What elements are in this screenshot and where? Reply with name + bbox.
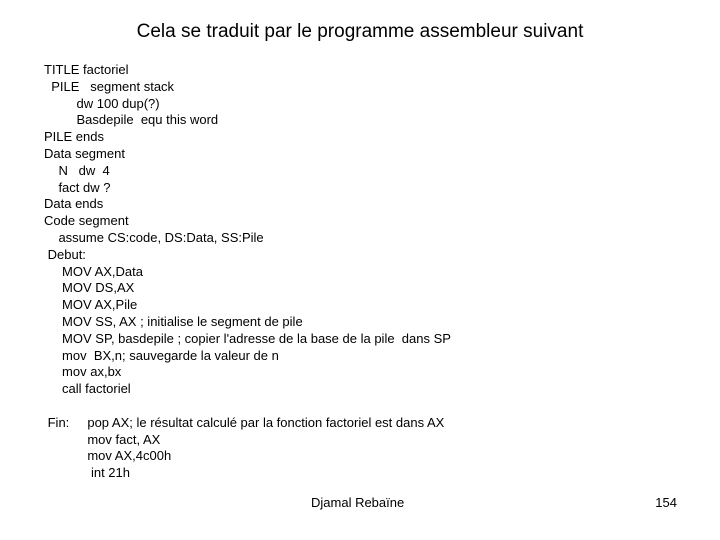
code-line: fact dw ? bbox=[44, 179, 111, 195]
code-line: TITLE factoriel bbox=[44, 62, 129, 77]
code-line: PILE segment stack bbox=[44, 78, 175, 94]
code-line: Data segment bbox=[44, 145, 125, 161]
code-line: mov ax,bx bbox=[44, 364, 122, 380]
code-line: MOV SP, basdepile ; copier l'adresse de la base de la pile dans SP bbox=[44, 330, 451, 346]
code-line: MOV DS,AX bbox=[44, 280, 135, 296]
code-line: N dw 4 bbox=[44, 162, 110, 178]
code-line: call factoriel bbox=[44, 381, 131, 397]
code-block bbox=[44, 62, 451, 482]
code-line: mov BX,n; sauvegarde la valeur de n bbox=[44, 347, 279, 363]
code-line: mov fact, AX bbox=[44, 431, 161, 447]
code-line: int 21h bbox=[44, 465, 130, 481]
code-line: MOV AX,Data bbox=[44, 263, 143, 279]
code-line: dw 100 dup(?) bbox=[44, 95, 160, 111]
code-line: Data ends bbox=[44, 196, 104, 212]
code-line bbox=[44, 398, 451, 415]
code-line: Fin: pop AX; le résultat calculé par la fonction factoriel est dans AX bbox=[44, 414, 445, 430]
footer-author: Djamal Rebaïne bbox=[311, 495, 405, 510]
code-line: Debut: bbox=[44, 246, 86, 262]
code-line: MOV SS, AX ; initialise le segment de pile bbox=[44, 313, 303, 329]
code-line: Code segment bbox=[44, 213, 129, 229]
code-line: MOV AX,Pile bbox=[44, 297, 138, 313]
code-line: mov AX,4c00h bbox=[44, 448, 172, 464]
code-line: PILE ends bbox=[44, 129, 104, 145]
slide-title: Cela se traduit par le programme assembleur suivant bbox=[136, 21, 584, 42]
page-number: 154 bbox=[655, 495, 677, 510]
code-line: assume CS:code, DS:Data, SS:Pile bbox=[44, 229, 264, 245]
code-line: Basdepile equ this word bbox=[44, 112, 219, 128]
